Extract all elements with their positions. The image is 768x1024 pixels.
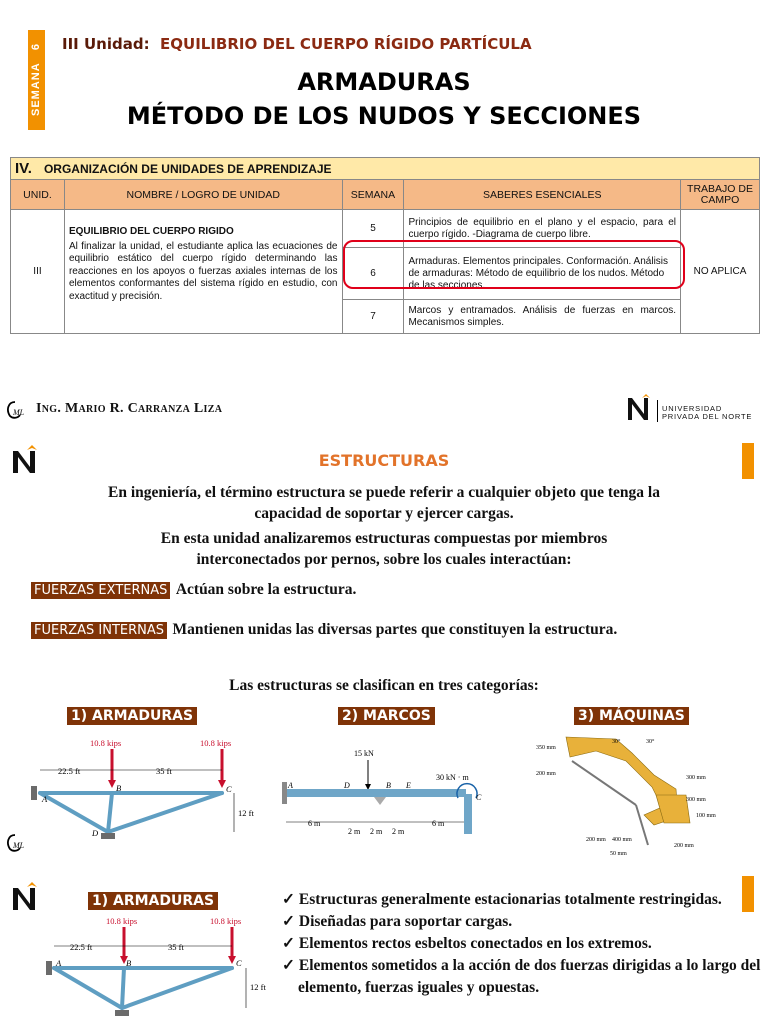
col-header: SABERES ESENCIALES xyxy=(404,180,681,210)
list-item: ✓ Elementos sometidos a la acción de dos fuerzas dirigidas a lo largo del elemento, fuerzas iguales y opuestas. xyxy=(282,957,761,996)
truss-dim-label: 35 ft xyxy=(156,766,172,776)
external-forces-row xyxy=(30,581,356,599)
node-label: A xyxy=(56,958,62,968)
machine-dim-label: 200 mm xyxy=(674,843,694,849)
internal-forces-desc: Mantienen unidas las diversas partes que constituyen la estructura. xyxy=(172,621,618,638)
frame-dim-label: 6 m xyxy=(308,819,321,828)
truss-diagram xyxy=(28,736,268,846)
upn-n-logo-icon xyxy=(10,880,40,912)
truss-diagram xyxy=(44,914,284,1024)
internal-forces-row xyxy=(30,621,617,639)
table-section-header: IV. ORGANIZACIÓN DE UNIDADES DE APRENDIZAJE xyxy=(11,158,760,180)
node-label: D xyxy=(344,781,350,790)
external-forces-tag: FUERZAS EXTERNAS xyxy=(30,581,171,600)
intro-line: En esta unidad analizaremos estructuras compuestas por miembros xyxy=(160,530,608,547)
truss-load-label: 10.8 kips xyxy=(200,738,232,748)
frame-dim-label: 2 m xyxy=(348,827,361,836)
node-label: C xyxy=(226,784,232,794)
table-cell-semana: 6 xyxy=(342,248,404,300)
machine-dim-label: 350 mm xyxy=(536,745,556,751)
slide-title: ARMADURAS xyxy=(297,68,471,96)
col-header: UNID. xyxy=(11,180,65,210)
list-item: ✓ Estructuras generalmente estacionarias totalmente restringidas. xyxy=(282,891,722,908)
truss-load-label: 10.8 kips xyxy=(90,738,122,748)
internal-forces-tag: FUERZAS INTERNAS xyxy=(30,621,168,640)
truss-dim-label: 35 ft xyxy=(168,942,184,952)
intro-line: En ingeniería, el término estructura se puede referir a cualquier objeto que tenga la xyxy=(108,484,660,501)
node-label: A xyxy=(288,781,293,790)
unidad-heading: III Unidad: EQUILIBRIO DEL CUERPO RÍGIDO PARTÍCULA xyxy=(62,35,532,53)
truss-dim-label: 22.5 ft xyxy=(58,766,81,776)
category-trusses: 1) ARMADURAS xyxy=(67,707,197,725)
frame-load-label: 15 kN xyxy=(354,749,374,758)
truss-dim-label: 22.5 ft xyxy=(70,942,93,952)
frame-dim-label: 2 m xyxy=(392,827,405,836)
svg-text:ML: ML xyxy=(13,841,25,850)
author-name: Ing. Mario R. Carranza Liza xyxy=(36,401,223,416)
truss-load-label: 10.8 kips xyxy=(210,916,242,926)
col-header: TRABAJO DE CAMPO xyxy=(681,180,760,210)
col-header: SEMANA xyxy=(342,180,404,210)
table-cell-semana: 5 xyxy=(342,210,404,248)
machine-dim-label: 200 mm xyxy=(586,837,606,843)
category-machines: 3) MÁQUINAS xyxy=(574,707,689,725)
svg-text:ML: ML xyxy=(13,408,25,417)
truss-dim-label: 12 ft xyxy=(250,982,266,992)
machine-dim-label: 100 mm xyxy=(696,813,716,819)
table-cell-nombre: EQUILIBRIO DEL CUERPO RIGIDO Al finalizar la unidad, el estudiante aplica las ecuaciones de equilibrio estático del cuerpo rígido determinando las reacciones en los apoyos o fuerzas axiales internas de los elementos conformantes del sistema rígido en estudio, con exactitud y precisión. xyxy=(64,210,342,334)
table-cell-unid: III xyxy=(11,210,65,334)
ml-signature-icon xyxy=(6,400,28,420)
node-label: D xyxy=(92,828,99,838)
machine-dim-label: 200 mm xyxy=(536,771,556,777)
table-cell-semana: 7 xyxy=(342,300,404,334)
external-forces-desc: Actúan sobre la estructura. xyxy=(175,581,357,598)
logo-divider xyxy=(657,400,658,422)
semana-tab-label: SEMANA 6 xyxy=(30,43,42,117)
node-label: B xyxy=(116,783,122,793)
truss-dim-label: 12 ft xyxy=(238,808,254,818)
table-cell-saberes: Principios de equilibrio en el plano y el espacio, para el cuerpo rígido. -Diagrama de cuerpo libre. xyxy=(404,210,681,248)
machine-dim-label: 300 mm xyxy=(686,775,706,781)
machine-diagram xyxy=(536,735,726,859)
node-label: C xyxy=(476,793,482,802)
frame-moment-label: 30 kN · m xyxy=(436,773,469,782)
machine-dim-label: 50 mm xyxy=(610,851,627,857)
list-item: ✓ Elementos rectos esbeltos conectados en los extremos. xyxy=(282,935,652,952)
machine-dim-label: 30° xyxy=(646,739,655,745)
node-label: E xyxy=(406,781,411,790)
node-label: A xyxy=(42,794,48,804)
machine-dim-label: 30° xyxy=(612,739,621,745)
intro-line: capacidad de soportar y ejercer cargas. xyxy=(254,505,514,522)
section-title: ESTRUCTURAS xyxy=(318,451,450,470)
node-label: B xyxy=(126,958,132,968)
frame-diagram xyxy=(280,742,490,842)
col-header: NOMBRE / LOGRO DE UNIDAD xyxy=(64,180,342,210)
machine-dim-label: 300 mm xyxy=(686,797,706,803)
slide-subtitle: MÉTODO DE LOS NUDOS Y SECCIONES xyxy=(126,102,642,130)
table-cell-saberes: Marcos y entramados. Análisis de fuerzas en marcos. Mecanismos simples. xyxy=(404,300,681,334)
node-label: C xyxy=(236,958,242,968)
table-cell-trabajo: NO APLICA xyxy=(681,210,760,334)
frame-dim-label: 2 m xyxy=(370,827,383,836)
truss-load-label: 10.8 kips xyxy=(106,916,138,926)
category-trusses: 1) ARMADURAS xyxy=(88,892,218,910)
upn-logo-icon xyxy=(624,392,656,424)
frame-dim-label: 6 m xyxy=(432,819,445,828)
intro-line: interconectados por pernos, sobre los cuales interactúan: xyxy=(196,551,572,568)
highlight-oval xyxy=(343,240,685,289)
truss-features-list xyxy=(282,889,762,999)
list-item: ✓ Diseñadas para soportar cargas. xyxy=(282,913,513,930)
ml-signature-icon xyxy=(6,833,28,853)
node-label: B xyxy=(386,781,391,790)
classification-text: Las estructuras se clasifican en tres categorías: xyxy=(229,677,539,694)
table-cell-saberes: Armaduras. Elementos principales. Conformación. Análisis de armaduras: Método de equilibrio de los nudos. Método de las secciones. xyxy=(404,248,681,300)
university-name: UNIVERSIDAD PRIVADA DEL NORTE xyxy=(662,404,753,421)
category-frames: 2) MARCOS xyxy=(338,707,435,725)
machine-dim-label: 400 mm xyxy=(612,837,632,843)
